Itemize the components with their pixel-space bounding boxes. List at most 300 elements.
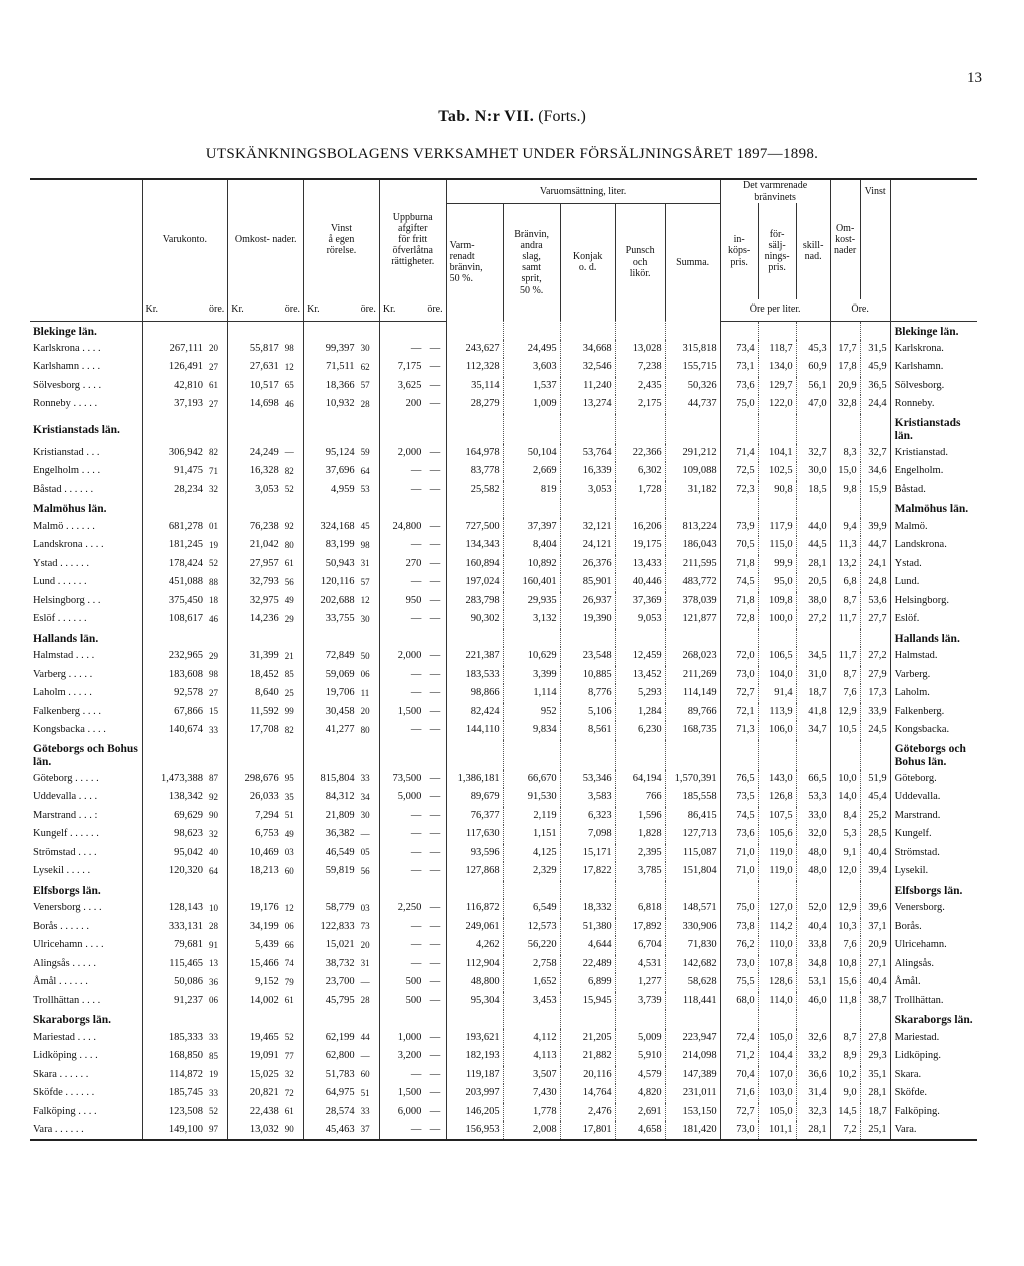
skillnad: 53,3 bbox=[796, 788, 830, 807]
municipality-name-right: Helsingborg. bbox=[890, 592, 977, 611]
inkopspris: 73,9 bbox=[720, 518, 758, 537]
empty-cell bbox=[560, 1010, 615, 1029]
afgifter-ore: — bbox=[424, 1103, 446, 1122]
municipality-name: Eslöf bbox=[33, 613, 56, 624]
forsaljningspris: 134,0 bbox=[758, 358, 796, 377]
omkostnader-kr: 21,042 bbox=[249, 539, 279, 550]
municipality-name-cell bbox=[30, 358, 142, 377]
municipality-name-cell bbox=[30, 1121, 142, 1140]
empty-cell bbox=[860, 321, 890, 340]
punsch-liter: 1,277 bbox=[615, 973, 665, 992]
afgifter-kr: 950 bbox=[405, 594, 422, 606]
summa-liter: 148,571 bbox=[665, 899, 720, 918]
summa-liter: 127,713 bbox=[665, 825, 720, 844]
varukonto-ore: 20 bbox=[206, 340, 228, 359]
omkostnader-ore: 56 bbox=[282, 573, 304, 592]
summa-liter: 44,737 bbox=[665, 395, 720, 414]
empty-cell bbox=[758, 414, 796, 444]
municipality-name-cell bbox=[30, 973, 142, 992]
varmrenadt-liter: 197,024 bbox=[446, 573, 503, 592]
afgifter-kr: — bbox=[410, 846, 422, 858]
municipality-name-cell bbox=[30, 462, 142, 481]
municipality-name-cell bbox=[30, 518, 142, 537]
omkostnader-per-liter: 32,8 bbox=[830, 395, 860, 414]
vinst-ore: 59 bbox=[358, 444, 380, 463]
vinst-per-liter: 37,1 bbox=[868, 920, 887, 932]
vinst-per-liter: 24,1 bbox=[868, 557, 887, 569]
empty-cell bbox=[206, 414, 228, 444]
vinst-kr: 62,800 bbox=[325, 1050, 355, 1061]
leader-dots: . . . : bbox=[78, 809, 98, 821]
varmrenadt-liter: 156,953 bbox=[446, 1121, 503, 1140]
omkostnader-per-liter: 14,0 bbox=[830, 788, 860, 807]
summa-liter: 71,830 bbox=[665, 936, 720, 955]
inkopspris: 72,0 bbox=[720, 647, 758, 666]
afgifter-ore: — bbox=[424, 936, 446, 955]
varukonto-ore: 06 bbox=[206, 992, 228, 1011]
vinst-per-liter: 28,5 bbox=[868, 828, 887, 839]
inkopspris: 75,0 bbox=[720, 395, 758, 414]
unit-ore: öre. bbox=[206, 299, 228, 321]
omkostnader-kr: 31,399 bbox=[249, 650, 279, 661]
konjak-liter: 15,945 bbox=[560, 992, 615, 1011]
varukonto-ore: 19 bbox=[206, 1066, 228, 1085]
omkostnader-kr: 8,640 bbox=[255, 687, 279, 698]
afgifter-kr: — bbox=[410, 342, 422, 354]
varukonto-kr: 138,342 bbox=[168, 791, 203, 802]
branvin-andra-liter: 2,119 bbox=[503, 807, 560, 826]
afgifter-kr: 7,175 bbox=[397, 361, 422, 372]
forsaljningspris: 128,6 bbox=[758, 973, 796, 992]
branvin-andra-liter: 24,495 bbox=[503, 340, 560, 359]
afgifter-ore: — bbox=[424, 770, 446, 789]
empty-cell bbox=[282, 881, 304, 900]
forsaljningspris: 95,0 bbox=[758, 573, 796, 592]
vinst-kr: 46,549 bbox=[325, 846, 355, 858]
omkostnader-kr: 10,469 bbox=[249, 846, 279, 858]
omkostnader-per-liter: 7,2 bbox=[830, 1121, 860, 1140]
afgifter-ore: — bbox=[424, 1121, 446, 1140]
empty-cell bbox=[796, 499, 830, 518]
punsch-liter: 37,369 bbox=[615, 592, 665, 611]
konjak-liter: 17,822 bbox=[560, 862, 615, 881]
empty-cell bbox=[379, 740, 424, 770]
empty-cell bbox=[206, 1010, 228, 1029]
municipality-name: Göteborg bbox=[33, 772, 73, 784]
forsaljningspris: 113,9 bbox=[758, 703, 796, 722]
varmrenadt-liter: 283,798 bbox=[446, 592, 503, 611]
afgifter-ore: — bbox=[424, 395, 446, 414]
header-ore: Öre. bbox=[830, 299, 890, 321]
vinst-kr: 50,943 bbox=[325, 557, 355, 569]
empty-cell bbox=[830, 1010, 860, 1029]
leader-dots: . . . bbox=[87, 594, 101, 606]
leader-dots: . . . . bbox=[82, 342, 101, 354]
municipality-name-cell bbox=[30, 703, 142, 722]
empty-cell bbox=[206, 321, 228, 340]
vinst-ore: 31 bbox=[358, 955, 380, 974]
branvin-andra-liter: 56,220 bbox=[503, 936, 560, 955]
vinst-per-liter: 15,9 bbox=[868, 483, 887, 495]
municipality-name-cell bbox=[30, 1103, 142, 1122]
omkostnader-ore: 98 bbox=[282, 340, 304, 359]
afgifter-ore: — bbox=[424, 518, 446, 537]
afgifter-ore: — bbox=[424, 825, 446, 844]
municipality-name-right: Halmstad. bbox=[890, 647, 977, 666]
vinst-per-liter: 27,9 bbox=[868, 668, 887, 680]
municipality-row bbox=[30, 666, 977, 685]
municipality-name-right: Marstrand. bbox=[890, 807, 977, 826]
table-subtitle: UTSKÄNKNINGSBOLAGENS VERKSAMHET UNDER FÖRSÄLJNINGSÅRET 1897—1898. bbox=[205, 146, 819, 162]
vinst-per-liter: 24,4 bbox=[868, 398, 887, 409]
municipality-name-right: Eslöf. bbox=[890, 610, 977, 629]
forsaljningspris: 102,5 bbox=[758, 462, 796, 481]
afgifter-kr: 1,000 bbox=[397, 1031, 422, 1043]
omkostnader-ore: 60 bbox=[282, 862, 304, 881]
vinst-ore: 51 bbox=[358, 1084, 380, 1103]
leader-dots: . . . . bbox=[78, 791, 98, 802]
municipality-name: Ulricehamn bbox=[33, 939, 83, 950]
vinst-per-liter: 25,1 bbox=[868, 1123, 887, 1135]
vinst-kr: 19,706 bbox=[325, 687, 355, 698]
omkostnader-kr: 20,821 bbox=[249, 1087, 279, 1098]
varmrenadt-liter: 90,302 bbox=[446, 610, 503, 629]
summa-liter: 1,570,391 bbox=[665, 770, 720, 789]
varukonto-kr: 306,942 bbox=[168, 446, 203, 458]
vinst-kr: 10,932 bbox=[325, 398, 355, 409]
omkostnader-kr: 18,452 bbox=[249, 668, 279, 680]
skillnad: 38,0 bbox=[796, 592, 830, 611]
municipality-name: Strömstad bbox=[33, 846, 76, 858]
branvin-andra-liter: 37,397 bbox=[503, 518, 560, 537]
vinst-kr: 58,779 bbox=[325, 902, 355, 913]
summa-liter: 31,182 bbox=[665, 481, 720, 500]
branvin-andra-liter: 91,530 bbox=[503, 788, 560, 807]
konjak-liter: 13,274 bbox=[560, 395, 615, 414]
afgifter-ore: — bbox=[424, 899, 446, 918]
konjak-liter: 8,776 bbox=[560, 684, 615, 703]
varukonto-ore: 18 bbox=[206, 592, 228, 611]
varmrenadt-liter: 160,894 bbox=[446, 555, 503, 574]
varmrenadt-liter: 193,621 bbox=[446, 1029, 503, 1048]
forsaljningspris: 127,0 bbox=[758, 899, 796, 918]
vinst-kr: 30,458 bbox=[325, 705, 355, 717]
konjak-liter: 26,376 bbox=[560, 555, 615, 574]
omkostnader-per-liter: 8,7 bbox=[830, 666, 860, 685]
konjak-liter: 18,332 bbox=[560, 899, 615, 918]
vinst-kr: 23,700 bbox=[325, 976, 355, 987]
header-konjak: Konjak o. d. bbox=[560, 203, 615, 321]
vinst-per-liter: 28,1 bbox=[868, 1087, 887, 1098]
empty-cell bbox=[665, 414, 720, 444]
empty-cell bbox=[142, 1010, 206, 1029]
empty-cell bbox=[615, 881, 665, 900]
empty-cell bbox=[503, 499, 560, 518]
municipality-name-cell bbox=[30, 610, 142, 629]
omkostnader-per-liter: 7,6 bbox=[830, 684, 860, 703]
omkostnader-ore: 49 bbox=[282, 825, 304, 844]
municipality-name-right: Kungelf. bbox=[890, 825, 977, 844]
varmrenadt-liter: 203,997 bbox=[446, 1084, 503, 1103]
afgifter-ore: — bbox=[424, 592, 446, 611]
empty-cell bbox=[228, 321, 282, 340]
header-omkostnader-per-liter: Om- kost- nader bbox=[830, 179, 860, 299]
vinst-kr: 95,124 bbox=[325, 446, 355, 458]
punsch-liter: 4,820 bbox=[615, 1084, 665, 1103]
municipality-row bbox=[30, 1066, 977, 1085]
varmrenadt-liter: 134,343 bbox=[446, 536, 503, 555]
skillnad: 27,2 bbox=[796, 610, 830, 629]
empty-cell bbox=[142, 881, 206, 900]
omkostnader-kr: 32,793 bbox=[249, 576, 279, 587]
omkostnader-ore: 03 bbox=[282, 844, 304, 863]
afgifter-ore: — bbox=[424, 955, 446, 974]
summa-liter: 86,415 bbox=[665, 807, 720, 826]
varukonto-kr: 267,111 bbox=[169, 342, 203, 354]
municipality-name-right: Sköfde. bbox=[890, 1084, 977, 1103]
municipality-row bbox=[30, 788, 977, 807]
afgifter-ore: — bbox=[424, 788, 446, 807]
afgifter-kr: — bbox=[410, 957, 422, 969]
forsaljningspris: 100,0 bbox=[758, 610, 796, 629]
varukonto-ore: 52 bbox=[206, 555, 228, 574]
summa-liter: 118,441 bbox=[665, 992, 720, 1011]
municipality-name: Falköping bbox=[33, 1105, 76, 1117]
county-heading-row bbox=[30, 321, 977, 340]
vinst-ore: 12 bbox=[358, 592, 380, 611]
vinst-kr: 28,574 bbox=[325, 1105, 355, 1117]
afgifter-kr: 3,200 bbox=[397, 1050, 422, 1061]
county-name: Blekinge län. bbox=[30, 321, 142, 340]
municipality-name: Trollhättan bbox=[33, 994, 80, 1006]
empty-cell bbox=[860, 499, 890, 518]
omkostnader-kr: 5,439 bbox=[255, 939, 279, 950]
omkostnader-kr: 13,032 bbox=[249, 1123, 279, 1135]
municipality-name-cell bbox=[30, 555, 142, 574]
empty-cell bbox=[758, 499, 796, 518]
vinst-ore: 05 bbox=[358, 844, 380, 863]
region-column-header bbox=[30, 179, 142, 321]
empty-cell bbox=[142, 740, 206, 770]
municipality-name-cell bbox=[30, 1066, 142, 1085]
omkostnader-ore: 06 bbox=[282, 918, 304, 937]
branvin-andra-liter: 10,629 bbox=[503, 647, 560, 666]
omkostnader-ore: 92 bbox=[282, 518, 304, 537]
varukonto-kr: 120,320 bbox=[168, 865, 203, 876]
varukonto-kr: 123,508 bbox=[168, 1105, 203, 1117]
omkostnader-ore: 61 bbox=[282, 1103, 304, 1122]
leader-dots: . . . . bbox=[83, 902, 102, 913]
punsch-liter: 12,459 bbox=[615, 647, 665, 666]
omkostnader-kr: 55,817 bbox=[249, 342, 279, 354]
municipality-name-right: Sölvesborg. bbox=[890, 377, 977, 396]
empty-cell bbox=[830, 629, 860, 648]
varukonto-ore: 98 bbox=[206, 666, 228, 685]
header-inkopspris: in- köps- pris. bbox=[720, 203, 758, 299]
punsch-liter: 4,531 bbox=[615, 955, 665, 974]
varukonto-ore: 61 bbox=[206, 377, 228, 396]
municipality-row bbox=[30, 936, 977, 955]
omkostnader-ore: 95 bbox=[282, 770, 304, 789]
skillnad: 41,8 bbox=[796, 703, 830, 722]
vinst-ore: 98 bbox=[358, 536, 380, 555]
empty-cell bbox=[379, 1010, 424, 1029]
varukonto-ore: 01 bbox=[206, 518, 228, 537]
afgifter-kr: 2,000 bbox=[397, 650, 422, 661]
skillnad: 44,5 bbox=[796, 536, 830, 555]
punsch-liter: 5,293 bbox=[615, 684, 665, 703]
varukonto-ore: 15 bbox=[206, 703, 228, 722]
empty-cell bbox=[796, 414, 830, 444]
skillnad: 47,0 bbox=[796, 395, 830, 414]
konjak-liter: 15,171 bbox=[560, 844, 615, 863]
empty-cell bbox=[446, 1010, 503, 1029]
municipality-name-cell bbox=[30, 825, 142, 844]
county-name-right: Kristianstads län. bbox=[890, 414, 977, 444]
municipality-name: Ystad bbox=[33, 557, 58, 569]
afgifter-ore: — bbox=[424, 862, 446, 881]
municipality-name-right: Varberg. bbox=[890, 666, 977, 685]
omkostnader-per-liter: 9,4 bbox=[830, 518, 860, 537]
municipality-row bbox=[30, 955, 977, 974]
leader-dots: . . . . bbox=[87, 724, 106, 735]
vinst-per-liter: 36,5 bbox=[868, 379, 887, 391]
municipality-name-right: Lysekil. bbox=[890, 862, 977, 881]
omkostnader-kr: 22,438 bbox=[249, 1105, 279, 1117]
municipality-row bbox=[30, 555, 977, 574]
skillnad: 52,0 bbox=[796, 899, 830, 918]
afgifter-ore: — bbox=[424, 555, 446, 574]
inkopspris: 72,8 bbox=[720, 610, 758, 629]
vinst-ore: 34 bbox=[358, 788, 380, 807]
empty-cell bbox=[796, 1010, 830, 1029]
punsch-liter: 6,704 bbox=[615, 936, 665, 955]
municipality-name: Sölvesborg bbox=[33, 379, 81, 391]
branvin-andra-liter: 12,573 bbox=[503, 918, 560, 937]
empty-cell bbox=[142, 629, 206, 648]
leader-dots: . . . bbox=[86, 446, 100, 458]
omkostnader-kr: 32,975 bbox=[249, 594, 279, 606]
konjak-liter: 51,380 bbox=[560, 918, 615, 937]
omkostnader-ore: 51 bbox=[282, 807, 304, 826]
varukonto-ore: 28 bbox=[206, 918, 228, 937]
leader-dots: . . . . . . bbox=[70, 828, 99, 839]
afgifter-kr: 270 bbox=[405, 557, 422, 569]
forsaljningspris: 119,0 bbox=[758, 844, 796, 863]
header-forsaljningspris: för- sälj- nings- pris. bbox=[758, 203, 796, 299]
municipality-name: Laholm bbox=[33, 687, 66, 698]
vinst-kr: 37,696 bbox=[325, 465, 355, 476]
vinst-per-liter: 18,7 bbox=[868, 1105, 887, 1117]
leader-dots: . . . . . . bbox=[57, 576, 87, 587]
vinst-kr: 59,819 bbox=[325, 865, 355, 876]
inkopspris: 70,4 bbox=[720, 1066, 758, 1085]
municipality-name-cell bbox=[30, 647, 142, 666]
varukonto-ore: 88 bbox=[206, 573, 228, 592]
skillnad: 20,5 bbox=[796, 573, 830, 592]
empty-cell bbox=[615, 1010, 665, 1029]
branvin-andra-liter: 29,935 bbox=[503, 592, 560, 611]
varukonto-ore: 71 bbox=[206, 462, 228, 481]
konjak-liter: 19,390 bbox=[560, 610, 615, 629]
vinst-kr: 64,975 bbox=[325, 1087, 355, 1098]
varukonto-kr: 114,872 bbox=[169, 1068, 203, 1080]
omkostnader-per-liter: 8,9 bbox=[830, 1047, 860, 1066]
branvin-andra-liter: 9,834 bbox=[503, 721, 560, 740]
omkostnader-ore: 82 bbox=[282, 721, 304, 740]
punsch-liter: 3,785 bbox=[615, 862, 665, 881]
inkopspris: 73,0 bbox=[720, 666, 758, 685]
afgifter-kr: 3,625 bbox=[397, 379, 422, 391]
varukonto-ore: 10 bbox=[206, 899, 228, 918]
branvin-andra-liter: 66,670 bbox=[503, 770, 560, 789]
konjak-liter: 21,205 bbox=[560, 1029, 615, 1048]
empty-cell bbox=[830, 499, 860, 518]
punsch-liter: 64,194 bbox=[615, 770, 665, 789]
varmrenadt-liter: 146,205 bbox=[446, 1103, 503, 1122]
omkostnader-per-liter: 8,7 bbox=[830, 592, 860, 611]
municipality-name-right: Kristianstad. bbox=[890, 444, 977, 463]
municipality-name-right: Åmål. bbox=[890, 973, 977, 992]
empty-cell bbox=[446, 321, 503, 340]
varukonto-kr: 79,681 bbox=[174, 939, 203, 950]
skillnad: 18,5 bbox=[796, 481, 830, 500]
omkostnader-kr: 19,091 bbox=[249, 1050, 279, 1061]
vinst-kr: 59,069 bbox=[325, 668, 355, 680]
empty-cell bbox=[304, 499, 358, 518]
municipality-row bbox=[30, 684, 977, 703]
county-name-right: Blekinge län. bbox=[890, 321, 977, 340]
leader-dots: . . . . bbox=[81, 994, 101, 1006]
forsaljningspris: 99,9 bbox=[758, 555, 796, 574]
leader-dots: . . . . . . bbox=[59, 1068, 89, 1080]
varukonto-ore: 90 bbox=[206, 807, 228, 826]
empty-cell bbox=[830, 740, 860, 770]
municipality-name-cell bbox=[30, 395, 142, 414]
forsaljningspris: 118,7 bbox=[758, 340, 796, 359]
varmrenadt-liter: 82,424 bbox=[446, 703, 503, 722]
municipality-name-cell bbox=[30, 936, 142, 955]
konjak-liter: 11,240 bbox=[560, 377, 615, 396]
municipality-name: Vara bbox=[33, 1123, 53, 1135]
skillnad: 31,4 bbox=[796, 1084, 830, 1103]
county-heading-row bbox=[30, 1010, 977, 1029]
vinst-kr: 202,688 bbox=[320, 594, 355, 606]
empty-cell bbox=[665, 321, 720, 340]
empty-cell bbox=[228, 881, 282, 900]
konjak-liter: 7,098 bbox=[560, 825, 615, 844]
omkostnader-ore: 12 bbox=[282, 358, 304, 377]
empty-cell bbox=[796, 629, 830, 648]
varukonto-kr: 92,578 bbox=[174, 687, 203, 698]
vinst-kr: 38,732 bbox=[325, 957, 355, 969]
varukonto-kr: 37,193 bbox=[174, 398, 203, 409]
empty-cell bbox=[424, 321, 446, 340]
leader-dots: . . . . bbox=[82, 705, 102, 717]
forsaljningspris: 107,0 bbox=[758, 1066, 796, 1085]
unit-kr: Kr. bbox=[228, 299, 282, 321]
branvin-andra-liter: 2,329 bbox=[503, 862, 560, 881]
leader-dots: . . . . bbox=[79, 1050, 98, 1061]
afgifter-ore: — bbox=[424, 721, 446, 740]
municipality-row bbox=[30, 444, 977, 463]
varukonto-ore: 32 bbox=[206, 481, 228, 500]
forsaljningspris: 103,0 bbox=[758, 1084, 796, 1103]
omkostnader-kr: 14,236 bbox=[249, 613, 279, 624]
municipality-name-right: Karlskrona. bbox=[890, 340, 977, 359]
municipality-name-cell bbox=[30, 788, 142, 807]
vinst-ore: 57 bbox=[358, 573, 380, 592]
